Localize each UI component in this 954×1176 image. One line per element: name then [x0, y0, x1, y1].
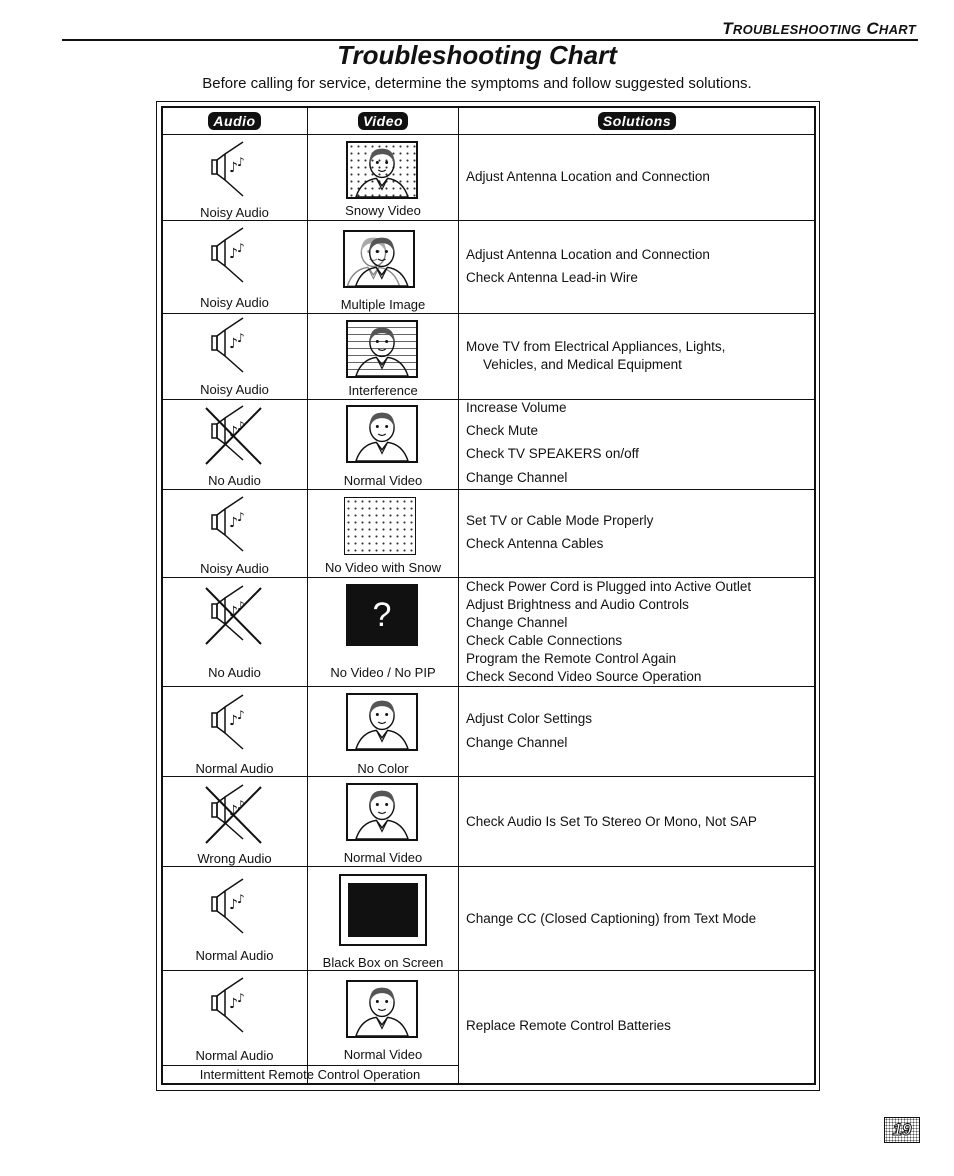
- black-box-screen-icon: [339, 874, 427, 946]
- solution-text: Check Second Video Source Operation: [466, 669, 702, 684]
- video-symptom-label: Normal Video: [343, 1047, 423, 1062]
- tv-screen-icon: [346, 783, 418, 841]
- tv-screen-icon: [343, 230, 415, 288]
- row-divider: [162, 970, 815, 971]
- speaker-icon: [203, 974, 263, 1046]
- audio-symptom-label: No Audio: [208, 473, 261, 488]
- solution-text: Adjust Antenna Location and Connection: [466, 169, 710, 184]
- audio-symptom-label: Wrong Audio: [197, 851, 272, 866]
- row-divider: [162, 686, 815, 687]
- solution-text: Increase Volume: [466, 400, 567, 415]
- solution-text: Program the Remote Control Again: [466, 651, 677, 666]
- column-header-solutions: Solutions: [459, 109, 815, 133]
- video-symptom-label: Multiple Image: [340, 297, 426, 312]
- solution-text: Check Antenna Lead-in Wire: [466, 270, 638, 285]
- tv-screen-icon: [344, 497, 416, 555]
- solution-text: Vehicles, and Medical Equipment: [483, 357, 682, 372]
- solution-text: Check Audio Is Set To Stereo Or Mono, Not SAP: [466, 814, 757, 829]
- speaker-icon: [203, 691, 263, 763]
- audio-symptom-label: Noisy Audio: [200, 295, 269, 310]
- video-symptom-label: No Video with Snow: [324, 560, 442, 575]
- speaker-icon: [203, 493, 263, 565]
- running-header: [62, 19, 918, 41]
- row-divider: [162, 866, 815, 867]
- solution-text: Adjust Color Settings: [466, 711, 593, 726]
- solution-text: Replace Remote Control Batteries: [466, 1018, 671, 1033]
- solution-text: Change Channel: [466, 735, 568, 750]
- video-symptom-label: Normal Video: [343, 473, 423, 488]
- tv-screen-icon: [346, 320, 418, 378]
- running-header-title: TROUBLESHOOTING CHART: [722, 19, 916, 38]
- solution-text: Check Antenna Cables: [466, 536, 604, 551]
- combined-symptom-label: Intermittent Remote Control Operation: [199, 1067, 421, 1082]
- video-symptom-label: No Color: [357, 761, 409, 776]
- speaker-muted-icon: [203, 781, 263, 853]
- page-number: 19: [884, 1117, 920, 1143]
- audio-symptom-label: Noisy Audio: [200, 205, 269, 220]
- row-divider: [162, 220, 815, 221]
- video-symptom-label: Interference: [348, 383, 418, 398]
- column-divider: [458, 107, 459, 1084]
- speaker-muted-icon: [203, 582, 263, 654]
- solution-text: Check TV SPEAKERS on/off: [466, 446, 639, 461]
- speaker-icon: [203, 138, 263, 210]
- header-divider: [162, 134, 815, 135]
- row-divider: [162, 776, 815, 777]
- speaker-icon: [203, 314, 263, 386]
- column-header-audio: Audio: [162, 109, 307, 133]
- solution-text: Change Channel: [466, 470, 568, 485]
- solution-text: Adjust Antenna Location and Connection: [466, 247, 710, 262]
- solution-text: Move TV from Electrical Appliances, Lights,: [466, 339, 726, 354]
- intro-text: Before calling for service, determine the symptoms and follow suggested solutions.: [202, 75, 752, 92]
- video-symptom-label: Black Box on Screen: [322, 955, 444, 970]
- column-divider: [307, 107, 308, 1084]
- solution-text: Change CC (Closed Captioning) from Text Mode: [466, 911, 757, 926]
- solution-text: Set TV or Cable Mode Properly: [466, 513, 654, 528]
- audio-symptom-label: Normal Audio: [195, 1048, 274, 1063]
- audio-symptom-label: Normal Audio: [195, 761, 274, 776]
- row-divider: [162, 577, 815, 578]
- speaker-icon: [203, 875, 263, 947]
- solution-text: Adjust Brightness and Audio Controls: [466, 597, 689, 612]
- video-symptom-label: Normal Video: [343, 850, 423, 865]
- solution-text: Check Mute: [466, 423, 539, 438]
- question-mark-icon: ?: [346, 584, 418, 646]
- row-divider: [162, 1065, 458, 1066]
- tv-screen-icon: [346, 980, 418, 1038]
- audio-symptom-label: Noisy Audio: [200, 561, 269, 576]
- audio-symptom-label: Noisy Audio: [200, 382, 269, 397]
- page-title: Troubleshooting Chart: [337, 40, 617, 70]
- solution-text: Check Power Cord is Plugged into Active Outlet: [466, 579, 752, 594]
- solution-text: Check Cable Connections: [466, 633, 623, 648]
- tv-screen-icon: [346, 141, 418, 199]
- speaker-muted-icon: [203, 402, 263, 474]
- tv-screen-icon: [346, 405, 418, 463]
- speaker-icon: [203, 224, 263, 296]
- row-divider: [162, 489, 815, 490]
- audio-symptom-label: Normal Audio: [195, 948, 274, 963]
- audio-symptom-label: No Audio: [208, 665, 261, 680]
- solution-text: Change Channel: [466, 615, 568, 630]
- video-symptom-label: Snowy Video: [345, 203, 421, 218]
- tv-screen-icon: [346, 693, 418, 751]
- video-symptom-label: No Video / No PIP: [330, 665, 436, 680]
- column-header-video: Video: [308, 109, 458, 133]
